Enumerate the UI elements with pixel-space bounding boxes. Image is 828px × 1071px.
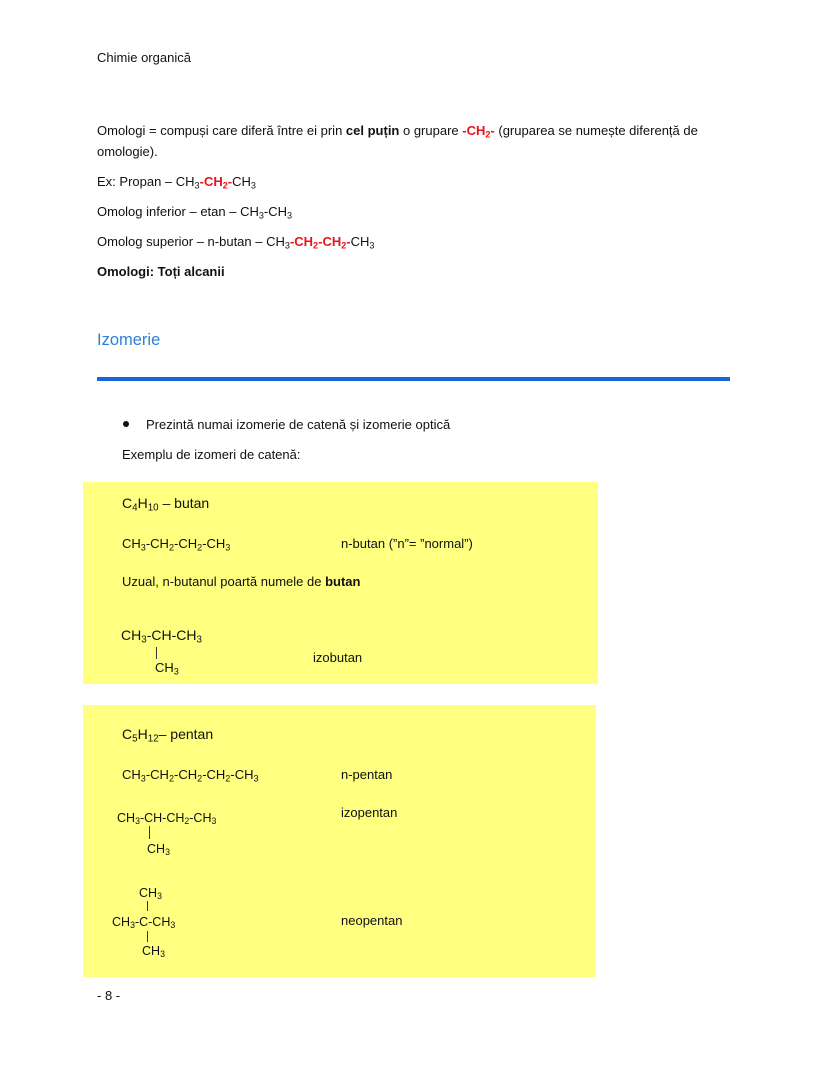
ch2-group: $-CH_2-$ xyxy=(462,123,495,140)
running-header: Chimie organică xyxy=(97,50,191,65)
n-pentan-structure: $CH_3-CH_2-CH_2-CH_2-CH_3$ xyxy=(122,767,259,784)
n-butan-label: n-butan (”n”= ”normal”) xyxy=(341,536,473,551)
pentan-box xyxy=(83,705,596,977)
izopentan-branch: $CH_3$ xyxy=(147,842,170,858)
example-propan: Ex: Propan – $CH_3-CH_2-CH_3$ xyxy=(97,174,256,191)
omologi-summary: Omologi: Toți alcanii xyxy=(97,264,225,279)
butan-note: Uzual, n-butanul poartă numele de butan xyxy=(122,574,361,589)
omologi-definition: Omologi = compuși care diferă între ei prin cel puțin o grupare $-CH_2-$ (gruparea se numește diferență de xyxy=(97,123,698,140)
pentan-formula: $C_5H_{12}-$ pentan xyxy=(122,726,214,745)
izobutan-branch: $CH_3$ xyxy=(155,660,179,677)
izobutan-label: izobutan xyxy=(313,650,363,665)
butan-formula: $C_4H_{10}$ – butan xyxy=(122,495,210,514)
bold-phrase: cel puțin xyxy=(345,123,400,138)
neopentan-bottom-branch: $CH_3$ xyxy=(142,944,165,960)
neopentan-top-branch: $CH_3$ xyxy=(139,886,162,902)
izomerie-bullet-text: Prezintă numai izomerie de catenă și izomerie optică xyxy=(146,417,451,432)
section-heading-izomerie: Izomerie xyxy=(97,331,161,349)
omolog-superior: Omolog superior – $n-butan - CH_3-CH_2-CH_2-CH_3$ xyxy=(97,234,375,251)
n-butan-structure: $CH_3-CH_2-CH_2-CH_3$ xyxy=(122,536,231,553)
izopentan-label: izopentan xyxy=(341,805,398,820)
neopentan-main-chain: $CH_3-C-CH_3$ xyxy=(112,915,176,931)
neopentan-label: neopentan xyxy=(341,913,403,928)
bullet-icon xyxy=(123,421,129,427)
izopentan-bond-line xyxy=(149,826,150,839)
omologi-definition-line2: omologie). xyxy=(97,144,158,159)
n-pentan-label: n-pentan xyxy=(341,767,393,782)
omolog-inferior: Omolog inferior – etan – $CH_3-CH_3$ xyxy=(97,204,293,221)
page-number: - 8 - xyxy=(97,988,121,1003)
izobutan-bond-line xyxy=(156,647,157,659)
izobutan-main-chain: $CH_3-CH-CH_3$ xyxy=(121,627,202,646)
izopentan-main-chain: $CH_3-CH-CH_2-CH_3$ xyxy=(117,811,217,827)
neopentan-bottom-bond xyxy=(147,931,148,942)
neopentan-top-bond xyxy=(147,901,148,911)
section-rule xyxy=(97,377,730,381)
izomerie-intro: Exemplu de izomeri de catenă: xyxy=(122,447,301,462)
